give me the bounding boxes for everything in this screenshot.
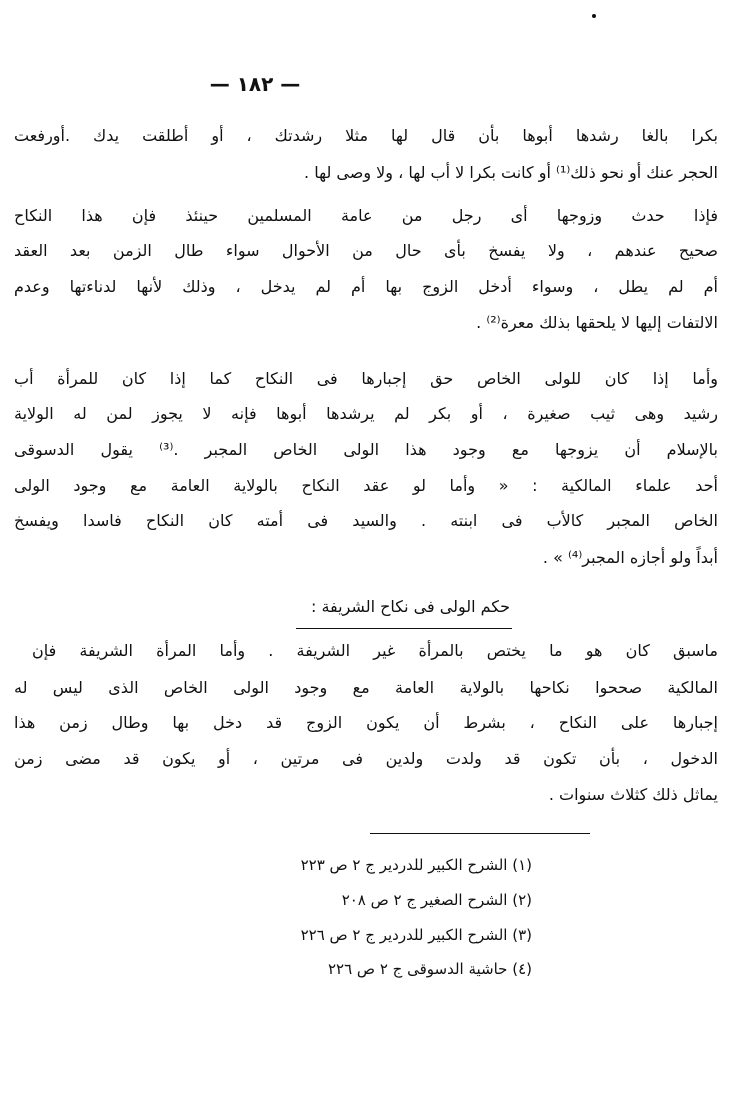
footnote-separator (370, 833, 590, 834)
text-line: الخاص المجبر كالأب فى ابنته . والسيد فى أمته كان النكاح فاسدا ويفسخ (14, 511, 718, 530)
text-line: بكرا بالغا رشدها أبوها بأن قال لها مثلا رشدتك ، أو أطلقت يدك .أورفعت (14, 126, 718, 145)
footnote: (٢) الشرح الصغير ج ٢ ص ٢٠٨ (341, 891, 532, 909)
text-line: فإذا حدث وزوجها أى رجل من عامة المسلمين حينئذ فإن هذا النكاح (14, 206, 718, 225)
text-line: أحد علماء المالكية : « وأما لو عقد النكاح بالولاية العامة مع وجود الولى (14, 476, 718, 495)
text-line: رشيد وهى ثيب صغيرة ، أو بكر لم يرشدها أبوها فإنه لا يجوز لمن له الولاية (14, 404, 718, 423)
text-line: صحيح عندهم ، ولا يفسخ بأى حال من الأحوال سواء طال الزمن بعد العقد (14, 241, 718, 260)
text-line: الحجر عنك أو نحو ذلك⁽¹⁾ أو كانت بكرا لا أب لها ، ولا وصى لها . (304, 163, 718, 182)
text-line: إجبارها على النكاح ، بشرط أن يكون الزوج قد دخل بها وطال زمن هذا (14, 713, 718, 732)
section-heading: حكم الولى فى نكاح الشريفة : (310, 597, 510, 616)
text-line: ماسبق كان هو ما يختص بالمرأة غير الشريفة . وأما المرأة الشريفة فإن (32, 641, 718, 660)
footnote: (١) الشرح الكبير للدردير ج ٢ ص ٢٢٣ (300, 856, 532, 874)
text-line: أبداً ولو أجازه المجبر⁽⁴⁾ » . (542, 548, 718, 567)
text-line: أم لم يطل ، وسواء أدخل الزوج بها أم لم يدخل ، وذلك لأنها لدناءتها وعدم (14, 277, 718, 296)
footnote: (٣) الشرح الكبير للدردير ج ٢ ص ٢٢٦ (300, 926, 532, 944)
text-line: وأما إذا كان للولى الخاص حق إجبارها فى النكاح كما إذا كان للمرأة أب (14, 369, 718, 388)
page-number: — ١٨٢ — (209, 72, 301, 96)
heading-underline (296, 628, 512, 629)
text-line: الالتفات إليها لا يلحقها بذلك معرة⁽²⁾ . (476, 313, 718, 332)
ink-speck (592, 14, 596, 18)
footnote: (٤) حاشية الدسوقى ج ٢ ص ٢٢٦ (327, 960, 532, 978)
text-line: يماثل ذلك كثلاث سنوات . (548, 785, 718, 804)
text-line: بالإسلام أن يزوجها مع وجود هذا الولى الخاص المجبر .⁽³⁾ يقول الدسوقى (14, 440, 718, 459)
text-line: الدخول ، بأن تكون قد ولدت ولدين فى مرتين ، أو يكون قد مضى زمن (14, 749, 718, 768)
text-line: المالكية صححوا نكاحها بالولاية العامة مع وجود الولى الخاص الذى ليس له (14, 678, 718, 697)
